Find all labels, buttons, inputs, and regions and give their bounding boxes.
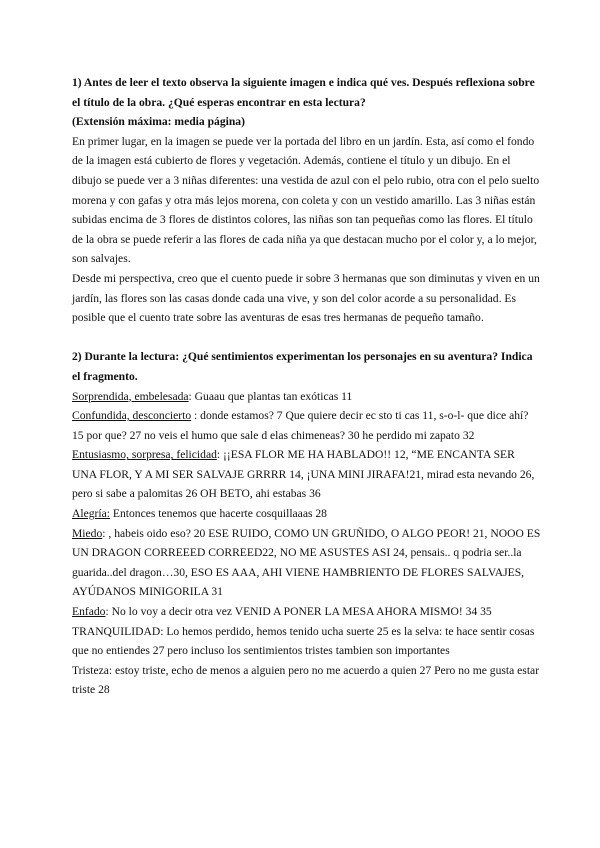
feeling-entry-confusion (72, 406, 542, 445)
answer-1-paragraph-2: Desde mi perspectiva, creo que el cuento puede ir sobre 3 hermanas que son diminutas y viven en un jardín, las flores son las casas donde cada una vive, y son del color acorde a su personalidad. Es posible que el cuento trate sobre las aventuras de esas tres hermanas de pequeño tamaño. (72, 271, 540, 325)
feeling-entry-surprise (72, 387, 542, 407)
question-1-extension: (Extensión máxima: media página) (72, 115, 245, 129)
feeling-label: Miedo (72, 526, 103, 540)
section-spacer (72, 328, 542, 348)
feeling-fragment: Guaau que plantas tan exóticas 11 (191, 389, 353, 403)
feeling-label: Alegría: (72, 507, 110, 521)
feeling-fragment: , habeis oido eso? 20 ESE RUIDO, COMO UN GRUÑIDO, O ALGO PEOR! 21, NOOO ES UN DRAGON CORREEED CORREED22, NO ME ASUSTES ASI 24, pensais.. q podria ser..la guarida..del dragon…30, ESO ES AAA, AHI VIENE HAMBRIENTO DE FLORES SALVAJES, AYÚDANOS MINIGORILA 31 (72, 526, 541, 599)
feeling-separator: : (216, 448, 221, 462)
question-2: 2) Durante la lectura: ¿Qué sentimientos experimentan los personajes en su aventura? Indica el fragmento. (72, 350, 533, 383)
document-body (72, 73, 542, 700)
feeling-entry-sadness: Tristeza: estoy triste, echo de menos a alguien pero no me acuerdo a quien 27 Pero no me gusta estar triste 28 (72, 663, 540, 697)
feeling-separator: : (105, 605, 109, 619)
feeling-fragment: No lo voy a decir otra vez VENID A PONER LA MESA AHORA MISMO! 34 35 (108, 605, 492, 619)
question-1: 1) Antes de leer el texto observa la siguiente imagen e indica qué ves. Después reflexiona sobre el título de la obra. ¿Qué esperas encontrar en esta lectura? (72, 76, 535, 109)
feeling-label: Entusiasmo, sorpresa, felicidad (72, 448, 217, 462)
feeling-fragment: Entonces tenemos que hacerte cosquillaaas 28 (110, 507, 327, 521)
feeling-entry-enthusiasm (72, 445, 542, 504)
feeling-separator: : (102, 526, 106, 540)
feeling-fragment: ¡¡ESA FLOR ME HA HABLADO!! 12, “ME ENCANTA SER UNA FLOR, Y A MI SER SALVAJE GRRRR 14, ¡UNA MINI JIRAFA!21, mirad esta nevando 26, pero si sabe a palomitas 26 OH BETO, ahi estabas 36 (72, 448, 535, 501)
feeling-separator: : (188, 389, 192, 403)
feeling-label: Sorprendida, embelesada (72, 389, 189, 403)
feeling-fragment: : donde estamos? 7 Que quiere decir ec sto ti cas 11, s-o-l- que dice ahí? 15 por que? 27 no veis el humo que sale d elas chimeneas? 30 he perdido mi zapato 32 (72, 409, 529, 442)
feeling-entry-joy (72, 504, 542, 524)
feeling-label: Enfado (72, 605, 106, 619)
feeling-entry-anger (72, 602, 542, 622)
feeling-label: Confundida, desconcierto (72, 409, 192, 423)
feeling-entry-fear (72, 524, 542, 602)
answer-1-paragraph-1: En primer lugar, en la imagen se puede ver la portada del libro en un jardín. Esta, así como el fondo de la imagen está cubierto de flores y vegetación. Además, contiene el título y un dibujo. En el dibujo se puede ver a 3 niñas diferentes: una vestida de azul con el pelo rubio, otra con el pelo suelto morena y con gafas y otra más lejos morena, con coleta y con un vestido amarillo. Las 3 niñas están subidas encima de 3 flores de distintos colores, las niñas son tan pequeñas como las flores. El título de la obra se puede referir a las flores de cada niña ya que destacan mucho por el color y, a lo mejor, son salvajes. (72, 134, 540, 266)
feeling-entry-calm: TRANQUILIDAD: Lo hemos perdido, hemos tenido ucha suerte 25 es la selva: te hace sentir cosas que no entiendes 27 pero incluso los sentimientos tristes tambien son importantes (72, 624, 535, 658)
